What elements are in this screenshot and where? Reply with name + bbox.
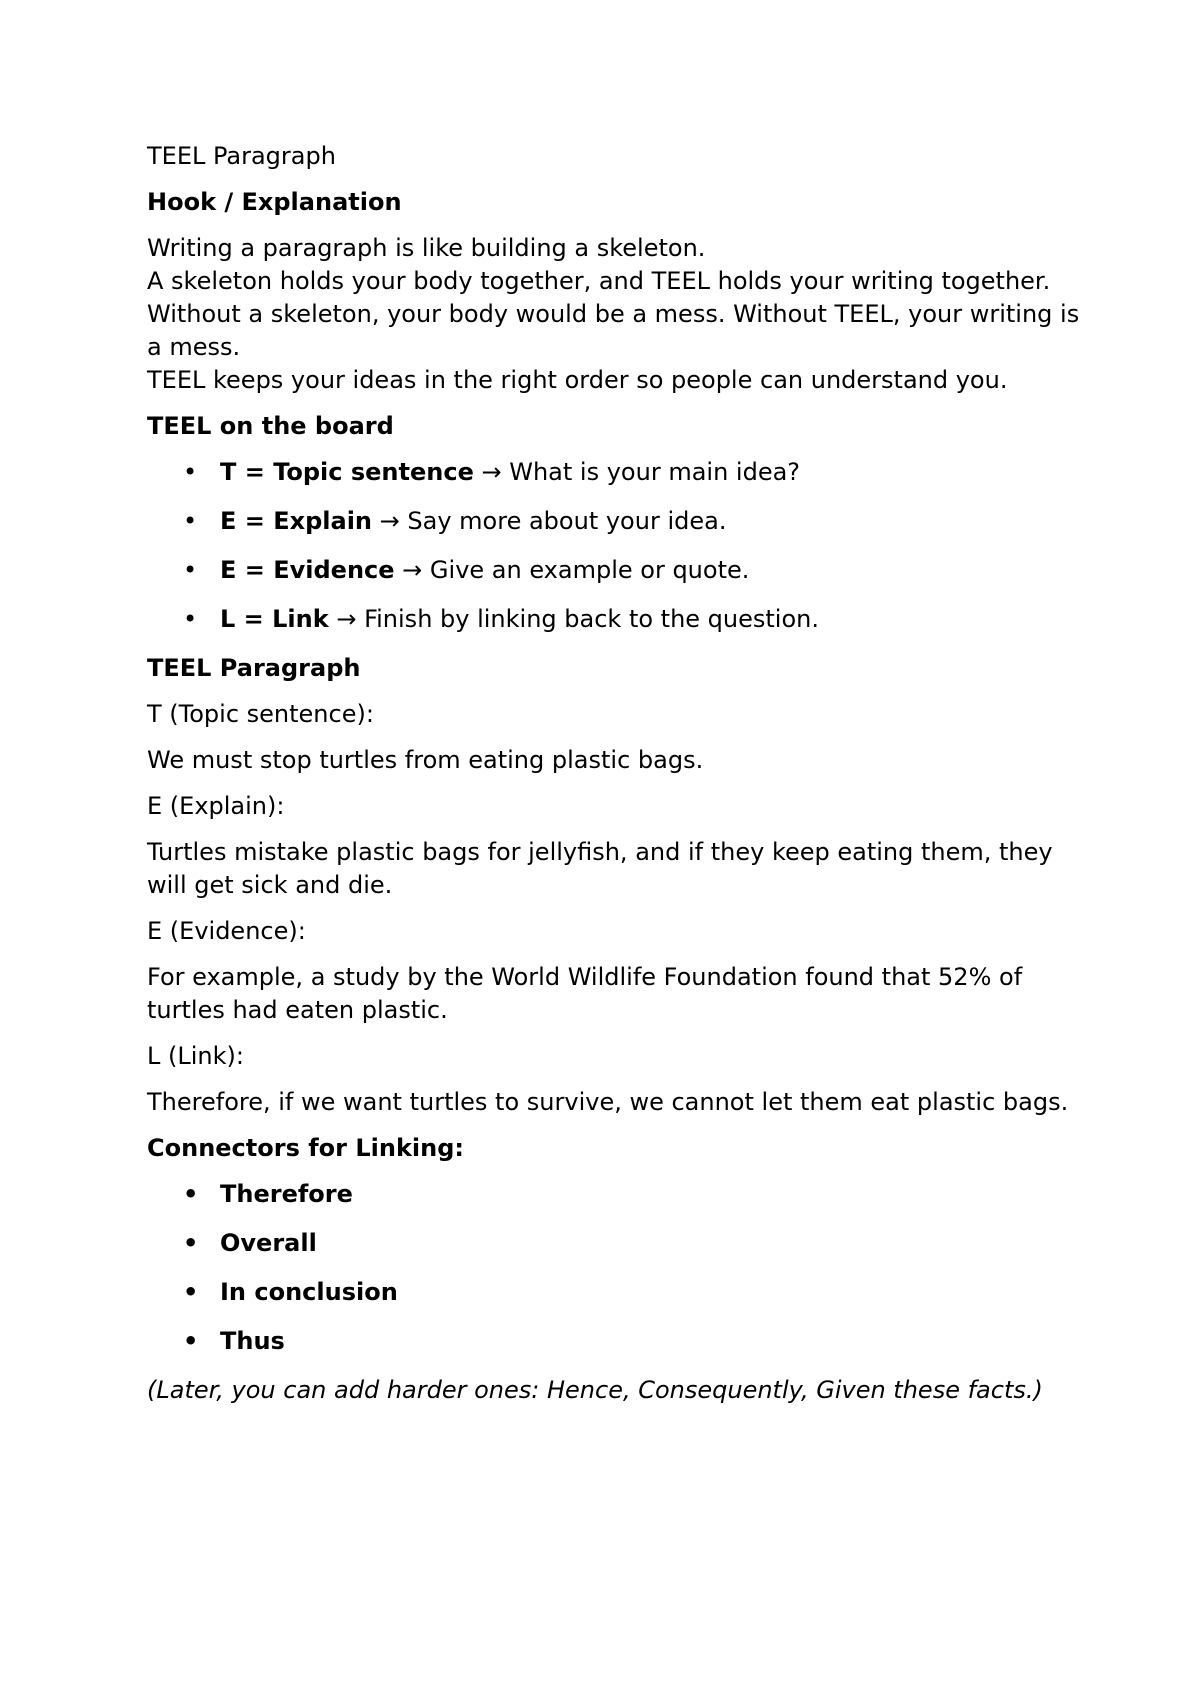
board-term: T = Topic sentence xyxy=(220,458,474,486)
note-text: (Later, you can add harder ones: Hence, Consequently, Given these facts.) xyxy=(147,1376,1043,1404)
section-text: Turtles mistake plastic bags for jellyfish, and if they keep eating them, they will get sick and die. xyxy=(147,838,1053,899)
arrow-icon: → xyxy=(481,458,502,486)
connectors-list xyxy=(147,1178,1080,1358)
list-item: • In conclusion xyxy=(147,1276,1080,1309)
section-text: We must stop turtles from eating plastic bags. xyxy=(147,746,704,774)
arrow-icon: → xyxy=(379,507,400,535)
connectors-heading: Connectors for Linking: xyxy=(147,1134,464,1162)
board-term: L = Link xyxy=(220,605,329,633)
document-title: TEEL Paragraph xyxy=(147,142,336,170)
arrow-icon: → xyxy=(402,556,423,584)
section-label: T (Topic sentence): xyxy=(147,700,374,728)
list-item xyxy=(147,554,1080,587)
board-term: E = Explain xyxy=(220,507,373,535)
list-item: • Overall xyxy=(147,1227,1080,1260)
hook-paragraph xyxy=(147,232,1080,397)
board-desc: Finish by linking back to the question. xyxy=(364,605,819,633)
hook-line: A skeleton holds your body together, and TEEL holds your writing together. xyxy=(147,267,1051,295)
hook-line: Without a skeleton, your body would be a mess. Without TEEL, your writing is a mess. xyxy=(147,300,1080,361)
hook-line: Writing a paragraph is like building a skeleton. xyxy=(147,234,706,262)
list-item xyxy=(147,505,1080,538)
board-desc: Give an example or quote. xyxy=(429,556,750,584)
list-item xyxy=(147,456,1080,489)
section-label: E (Explain): xyxy=(147,792,285,820)
board-heading: TEEL on the board xyxy=(147,412,394,440)
board-desc: Say more about your idea. xyxy=(407,507,727,535)
list-item xyxy=(147,603,1080,636)
section-text: For example, a study by the World Wildlife Foundation found that 52% of turtles had eaten plastic. xyxy=(147,963,1023,1024)
list-item: • Therefore xyxy=(147,1178,1080,1211)
board-list xyxy=(147,456,1080,636)
section-label: L (Link): xyxy=(147,1042,244,1070)
board-desc: What is your main idea? xyxy=(509,458,801,486)
section-label: E (Evidence): xyxy=(147,917,306,945)
hook-line: TEEL keeps your ideas in the right order so people can understand you. xyxy=(147,366,1008,394)
list-item: • Thus xyxy=(147,1325,1080,1358)
arrow-icon: → xyxy=(336,605,357,633)
section-text: Therefore, if we want turtles to survive, we cannot let them eat plastic bags. xyxy=(147,1088,1069,1116)
paragraph-heading: TEEL Paragraph xyxy=(147,654,361,682)
hook-heading: Hook / Explanation xyxy=(147,188,402,216)
board-term: E = Evidence xyxy=(220,556,395,584)
